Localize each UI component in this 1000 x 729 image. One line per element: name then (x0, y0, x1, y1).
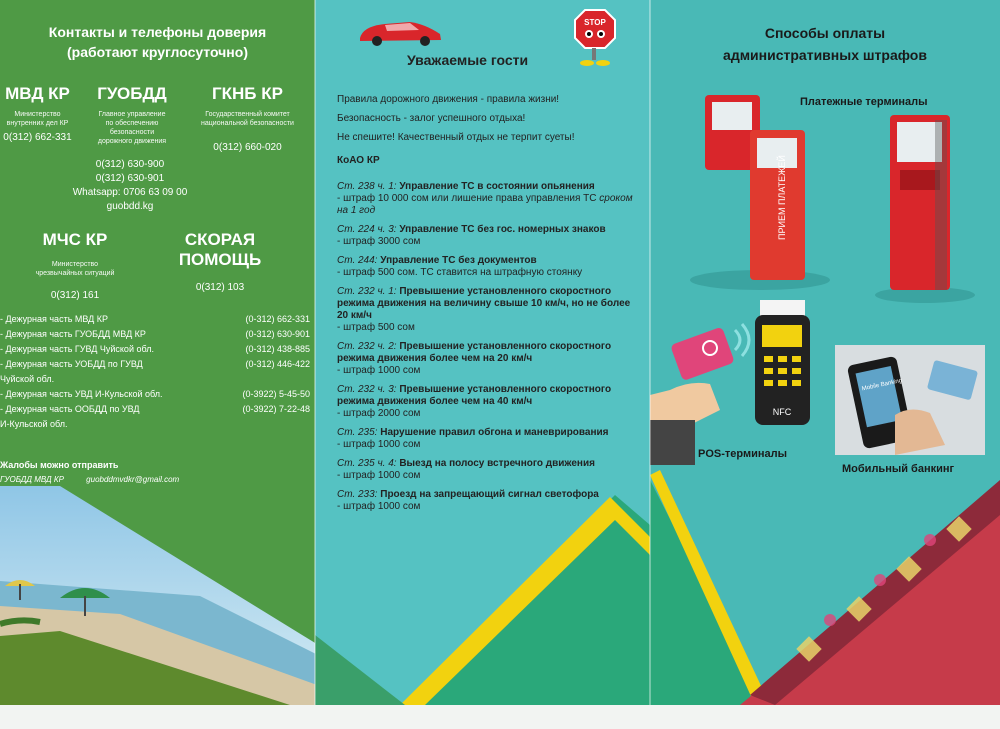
contacts-title-line2: (работают круглосуточно) (67, 44, 248, 60)
duty-row (0, 402, 310, 417)
whatsapp-number: Whatsapp: 0706 63 09 00 (72, 187, 188, 198)
koao-heading: КоАО КР (337, 155, 380, 166)
fine-penalty: - штраф 500 сом. ТС ставится на штрафную стоянку (337, 267, 583, 278)
fine-item (337, 286, 637, 334)
org-phone: 0(312) 161 (50, 290, 100, 301)
fine-violation: Управление ТС без документов (380, 255, 537, 266)
org-name: ПОМОЩЬ (178, 250, 262, 269)
org-desc (82, 110, 182, 146)
org-ambulance (165, 230, 275, 293)
org-phone: 0(312) 103 (195, 282, 245, 293)
contacts-panel (0, 0, 315, 705)
fine-item (337, 255, 637, 279)
fine-penalty: - штраф 1000 сом (337, 365, 421, 376)
fine-penalty: - штраф 1000 сом (337, 439, 421, 450)
duty-row (0, 312, 310, 327)
fine-penalty: - штраф 1000 сом (337, 501, 421, 512)
fold-line (649, 0, 651, 705)
fine-item (337, 489, 637, 513)
org-desc-line: Министерство (14, 111, 61, 118)
fine-item (337, 384, 637, 420)
duty-row (0, 342, 310, 357)
pos-label: POS-терминалы (698, 448, 788, 460)
org-desc-line: безопасности (109, 129, 155, 136)
duty-phone: (0-312) 662-331 (245, 314, 310, 324)
fine-violation: Управление ТС без гос. номерных знаков (399, 224, 606, 235)
fine-item (337, 181, 637, 217)
org-name: ГКНБ КР (212, 84, 283, 103)
org-phone: 0(312) 660-020 (213, 142, 282, 153)
stop-mascot-icon (570, 8, 625, 68)
fines-list (337, 181, 637, 520)
mobile-banking-icon (835, 345, 985, 455)
org-desc-line: Государственный комитет (205, 111, 290, 118)
intro-line: Правила дорожного движения - правила жизни! (337, 94, 560, 105)
duty-row (0, 357, 310, 372)
fine-item (337, 458, 637, 482)
phone-screen-label: Mobile Banking (861, 378, 903, 393)
terminals-label: Платежные терминалы (800, 96, 928, 108)
kiosk-text: ПРИЕМ ПЛАТЕЖЕЙ (777, 155, 787, 240)
duty-name: - Дежурная часть УВД И-Кульской обл. (0, 389, 163, 399)
nfc-label: NFC (772, 407, 792, 417)
complaints-heading: Жалобы можно отправить (0, 460, 119, 470)
duty-row (0, 417, 310, 432)
fine-article: Ст. 235: (337, 427, 378, 438)
duty-phone: (0-312) 438-885 (245, 344, 310, 354)
fine-article: Ст. 232 ч. 1: (337, 286, 397, 297)
payment-terminals-icon (685, 90, 985, 305)
complaints (0, 460, 199, 484)
intro-text (337, 90, 574, 147)
complaints-line (0, 475, 199, 484)
duty-row (0, 327, 310, 342)
beach-photo (0, 486, 315, 705)
fines-panel (315, 0, 650, 705)
phone-number: 0(312) 630-901 (95, 173, 165, 184)
contacts-title (0, 22, 315, 62)
intro-line: Безопасность - залог успешного отдыха! (337, 113, 526, 124)
fine-penalty: - штраф 1000 сом (337, 470, 421, 481)
stop-sign-label: STOP (584, 18, 606, 27)
fine-item (337, 224, 637, 248)
payment-heading (690, 22, 960, 66)
duty-row (0, 387, 310, 402)
phone-number: 0(312) 630-900 (95, 159, 165, 170)
org-guobdd (82, 84, 182, 146)
fine-penalty-term: сроком на 1 год (337, 193, 633, 216)
fine-violation: Нарушение правил обгона и маневрирования (380, 427, 609, 438)
complaints-email[interactable]: guobddmvdkr@gmail.com (86, 475, 180, 484)
org-desc-line: дорожного движения (97, 138, 167, 145)
red-car-icon (355, 14, 445, 48)
fold-line (314, 0, 316, 705)
duty-name: - Дежурная часть ГУВД Чуйской обл. (0, 344, 154, 354)
fine-penalty-text: - штраф 10 000 сом или лишение права управления ТС (337, 193, 600, 204)
guests-heading: Уважаемые гости (407, 52, 529, 68)
paper-margin (0, 705, 1000, 729)
fine-article: Ст. 244: (337, 255, 378, 266)
fine-violation: Управление ТС в состоянии опьянения (399, 181, 595, 192)
fine-article: Ст. 235 ч. 4: (337, 458, 397, 469)
duty-name: Чуйской обл. (0, 374, 55, 384)
fine-penalty: - штраф 2000 сом (337, 408, 421, 419)
duty-phone: (0-3922) 7-22-48 (242, 404, 310, 414)
fine-violation: Превышение установленного скоростного режима движения более чем на 40 км/ч (337, 384, 612, 407)
duty-name: И-Кульской обл. (0, 419, 68, 429)
pos-terminal-icon (650, 300, 850, 465)
duty-name: - Дежурная часть МВД КР (0, 314, 109, 324)
org-name: СКОРАЯ (184, 230, 256, 249)
fine-article: Ст. 233: (337, 489, 378, 500)
org-gknb (190, 84, 305, 153)
org-name: ГУОБДД (97, 84, 167, 103)
duty-phone: (0-312) 446-422 (245, 359, 310, 369)
fine-article: Ст. 224 ч. 3: (337, 224, 397, 235)
org-desc (190, 110, 305, 128)
fine-penalty (337, 193, 637, 217)
fine-article: Ст. 232 ч. 3: (337, 384, 397, 395)
duty-row (0, 372, 310, 387)
fine-item (337, 427, 637, 451)
org-mvd (0, 84, 75, 143)
org-desc-line: чрезвычайных ситуаций (35, 270, 115, 277)
duty-name: - Дежурная часть ООБДД по УВД (0, 404, 140, 414)
guobdd-phones (60, 158, 200, 214)
fine-violation: Превышение установленного скоростного режима движения на величину свыше 10 км/ч, но не более 20 км/ч (337, 286, 631, 321)
org-mchs (20, 230, 130, 301)
payment-heading-line1: Способы оплаты (764, 25, 886, 41)
mobile-banking-label: Мобильный банкинг (842, 463, 955, 475)
duty-name: - Дежурная часть УОБДД по ГУВД (0, 359, 143, 369)
fine-violation: Проезд на запрещающий сигнал светофора (380, 489, 599, 500)
complaints-recipient: ГУОБДД МВД КР (0, 475, 64, 484)
duty-list (0, 312, 310, 432)
fine-penalty: - штраф 3000 сом (337, 236, 421, 247)
duty-name: - Дежурная часть ГУОБДД МВД КР (0, 329, 146, 339)
org-desc-line: внутренних дел КР (6, 120, 69, 127)
fine-item (337, 341, 637, 377)
org-desc (0, 110, 75, 128)
decor-ornament (650, 470, 1000, 705)
fine-article: Ст. 238 ч. 1: (337, 181, 397, 192)
fine-penalty: - штраф 500 сом (337, 322, 415, 333)
duty-phone: (0-312) 630-901 (245, 329, 310, 339)
contacts-title-line1: Контакты и телефоны доверия (48, 24, 267, 40)
fine-article: Ст. 232 ч. 2: (337, 341, 397, 352)
org-desc-line: Главное управление (98, 111, 166, 118)
intro-line: Не спешите! Качественный отдых не терпит суеты! (337, 132, 575, 143)
org-name: МЧС КР (42, 230, 108, 249)
duty-phone: (0-3922) 5-45-50 (242, 389, 310, 399)
org-phone: 0(312) 662-331 (3, 132, 72, 143)
fine-violation: Выезд на полосу встречного движения (399, 458, 595, 469)
org-desc (20, 260, 130, 278)
payment-panel (650, 0, 1000, 705)
org-name: МВД КР (5, 84, 70, 103)
payment-heading-line2: административных штрафов (723, 47, 927, 63)
fine-violation: Превышение установленного скоростного режима движения более чем на 20 км/ч (337, 341, 612, 364)
org-desc-line: по обеспечению (105, 120, 159, 127)
org-desc-line: национальной безопасности (201, 120, 294, 127)
org-desc-line: Министерство (51, 261, 99, 268)
website: guobdd.kg (106, 201, 154, 212)
